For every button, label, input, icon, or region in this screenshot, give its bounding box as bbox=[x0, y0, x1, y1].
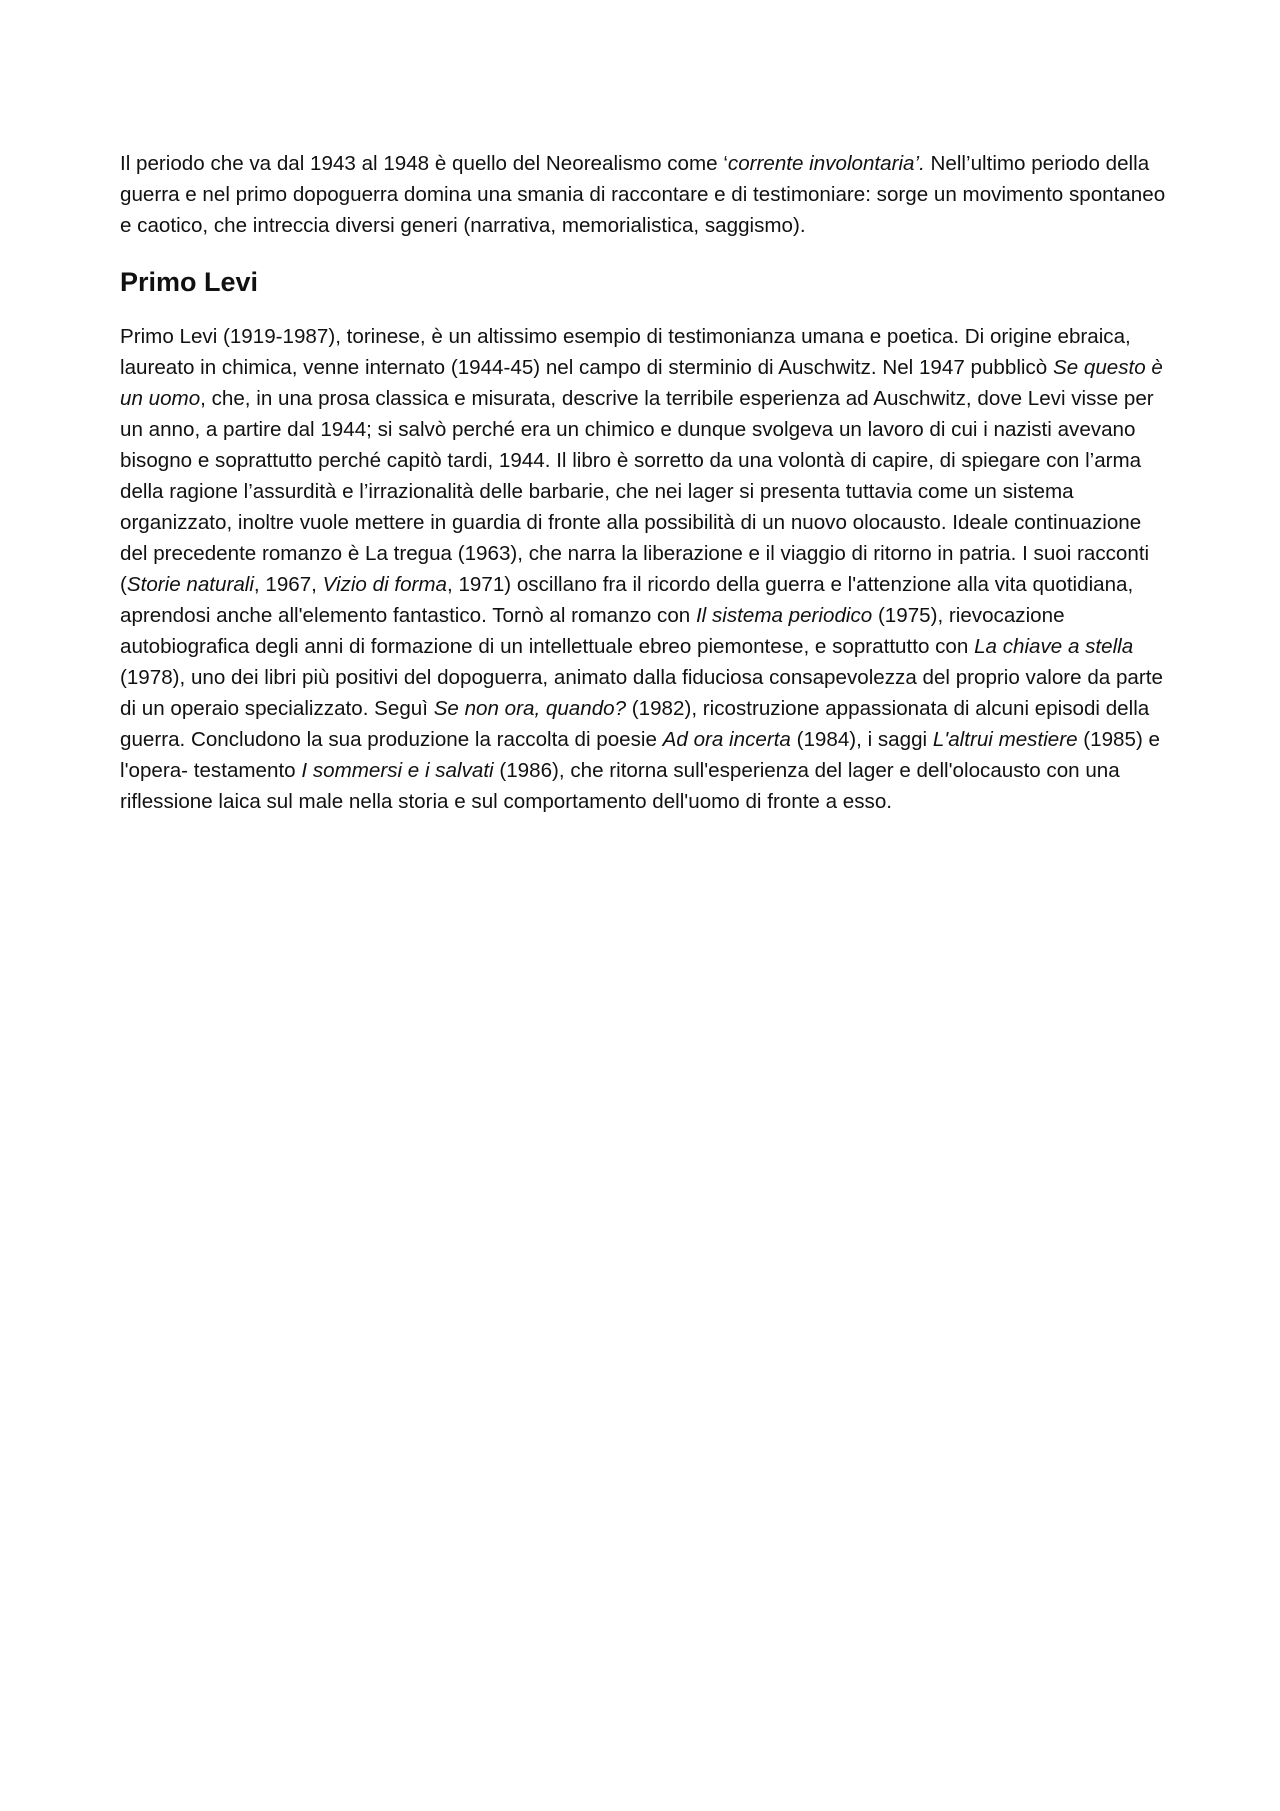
body-italic-2: Storie naturali bbox=[126, 573, 254, 596]
body-text-10: (1986), che ritorna sull'esperienza del lager e dell'olocausto con una riflessione laica sul male nella storia e sul comportamento dell'uomo di fronte a esso. bbox=[120, 759, 1120, 813]
body-text-2: , che, in una prosa classica e misurata, descrive la terribile esperienza ad Auschwitz, dove Levi visse per un anno, a partire dal 1944; si salvò perché era un chimico e dunque svolgeva un lavoro di cui i nazisti avevano bisogno e soprattutto perché capitò tardi, 1944. Il libro è sorretto da una volontà di capire, di spiegare con l’arma della ragione l’assurdità e l’irrazionalità delle barbarie, che nei lager si presenta tuttavia come un sistema organizzato, inoltre vuole mettere in guardia di fronte alla possibilità di un nuovo olocausto. Ideale continuazione del precedente romanzo è La tregua (1963), che narra la liberazione e il viaggio di ritorno in patria. I suoi racconti ( bbox=[120, 387, 1154, 596]
body-italic-1: Se questo è un uomo bbox=[120, 356, 1163, 410]
body-text-4: , 1971) oscillano fra il ricordo della guerra e l'attenzione alla vita quotidiana, aprendosi anche all'elemento fantastico. Tornò al romanzo con bbox=[120, 573, 1134, 627]
body-text-3: , 1967, bbox=[253, 573, 323, 596]
section-heading: Primo Levi bbox=[120, 267, 259, 297]
intro-text-1: Il periodo che va dal 1943 al 1948 è quello del Neorealismo come ‘ bbox=[120, 152, 728, 175]
body-text-1: Primo Levi (1919-1987), torinese, è un altissimo esempio di testimonianza umana e poetica. Di origine ebraica, laureato in chimica, venne internato (1944-45) nel campo di sterminio di Auschwitz. Nel 1947 pubblicò bbox=[120, 325, 1131, 379]
body-italic-8: L'altrui mestiere bbox=[932, 728, 1078, 751]
intro-paragraph bbox=[120, 148, 1170, 241]
body-text-8: (1984), i saggi bbox=[790, 728, 933, 751]
body-text-5: (1975), rievocazione autobiografica degli anni di formazione di un intellettuale ebreo piemontese, e soprattutto con bbox=[120, 604, 1065, 658]
body-italic-6: Se non ora, quando? bbox=[433, 697, 627, 720]
intro-text-2: Nell’ultimo periodo della guerra e nel primo dopoguerra domina una smania di raccontare e di testimoniare: sorge un movimento spontaneo e caotico, che intreccia diversi generi (narrativa, memorialistica, saggismo). bbox=[120, 152, 1166, 237]
body-italic-3: Vizio di forma bbox=[322, 573, 448, 596]
body-italic-4: Il sistema periodico bbox=[695, 604, 873, 627]
body-text-6: (1978), uno dei libri più positivi del dopoguerra, animato dalla fiduciosa consapevolezza del proprio valore da parte di un operaio specializzato. Seguì bbox=[120, 666, 1163, 720]
body-italic-9: I sommersi e i salvati bbox=[301, 759, 494, 782]
document-page bbox=[120, 148, 1170, 817]
body-italic-7: Ad ora incerta bbox=[662, 728, 791, 751]
body-text-7: (1982), ricostruzione appassionata di alcuni episodi della guerra. Concludono la sua produzione la raccolta di poesie bbox=[120, 697, 1150, 751]
body-italic-5: La chiave a stella bbox=[974, 635, 1134, 658]
body-paragraph bbox=[120, 321, 1170, 817]
body-text-9: (1985) e l'opera- testamento bbox=[120, 728, 1160, 782]
intro-italic-1: corrente involontaria’. bbox=[727, 152, 925, 175]
